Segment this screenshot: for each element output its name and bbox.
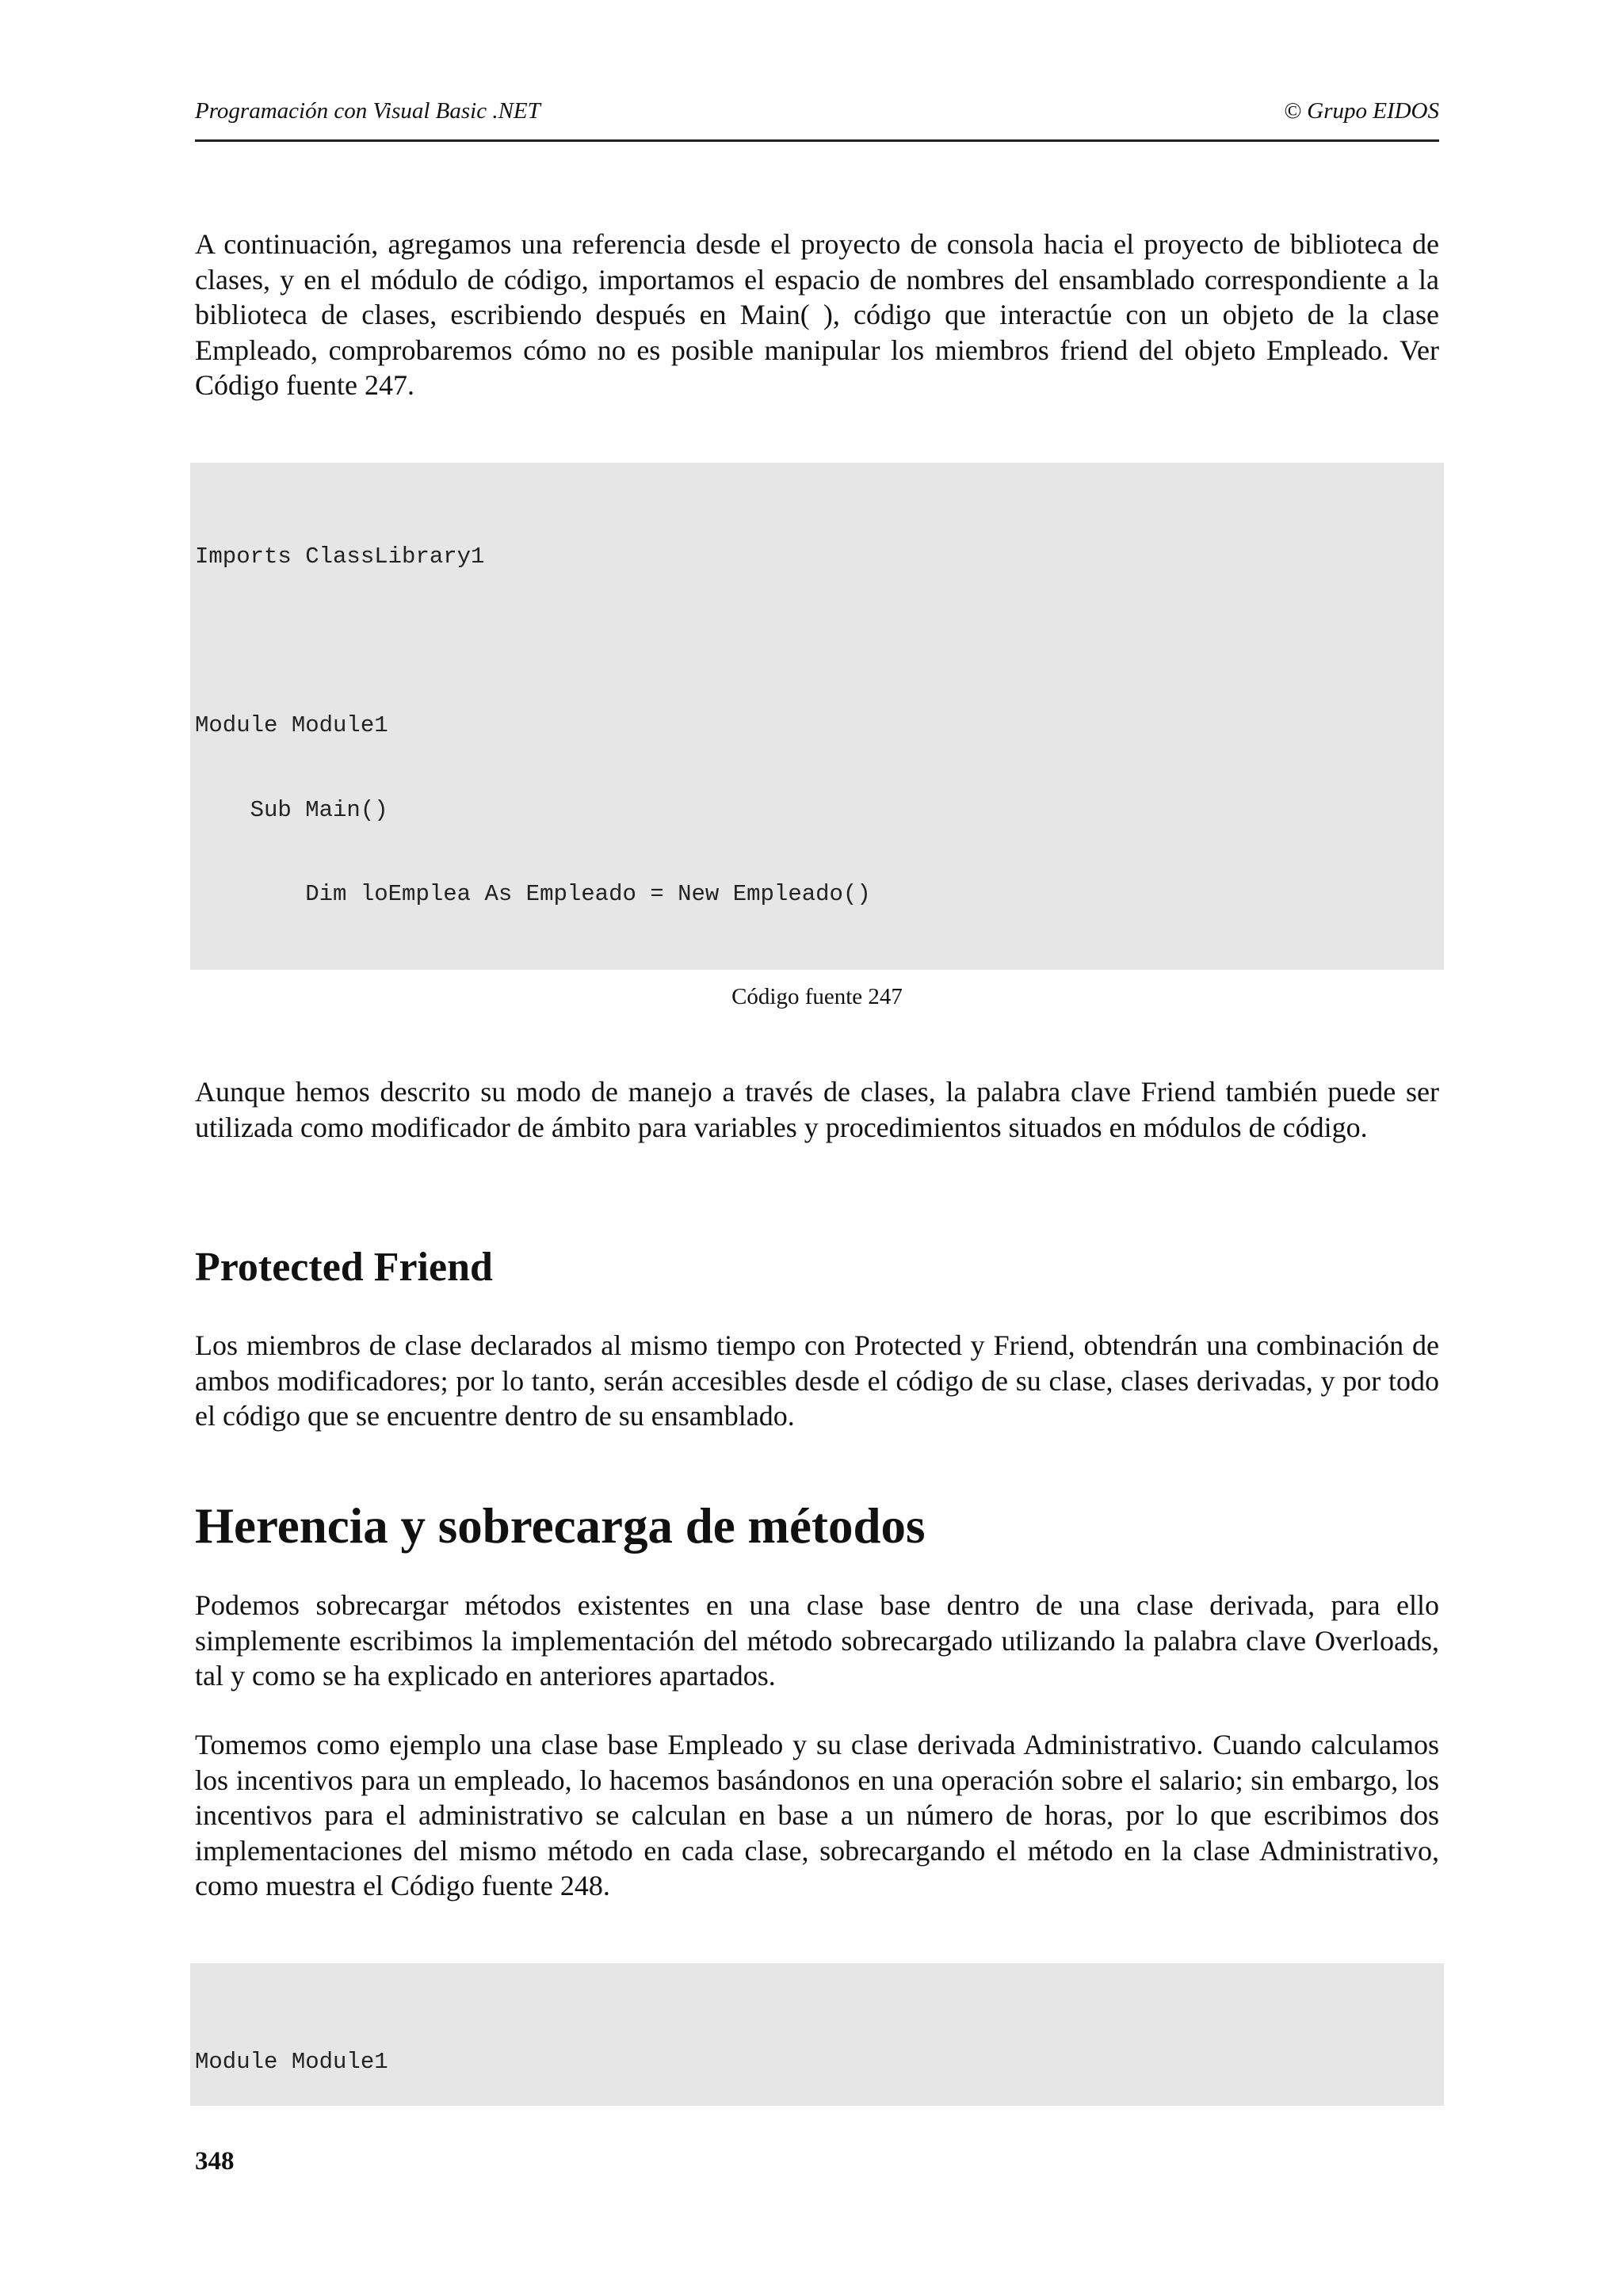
code-line: Imports ClassLibrary1	[195, 543, 485, 570]
header-book-title: Programación con Visual Basic .NET	[195, 98, 540, 124]
code-line: Module Module1	[195, 2049, 388, 2075]
paragraph-sobrecarga: Podemos sobrecargar métodos existentes en una clase base dentro de una clase derivada, para ello simplemente escribimos la implementación del método sobrecargado utilizando la palabra clave Overloads, tal y como se ha explicado en anteriores apartados.	[195, 1589, 1439, 1691]
code-line: Dim loEmplea As Empleado = New Empleado()	[195, 881, 871, 907]
code-block-247	[190, 463, 1444, 970]
code-block-248	[190, 1963, 1444, 2106]
heading-protected-friend: Protected Friend	[195, 1245, 493, 1290]
paragraph-friend-modules: Aunque hemos descrito su modo de manejo a través de clases, la palabra clave Friend también puede ser utilizada como modificador de ámbito para variables y procedimientos situados en módulos de código.	[195, 1076, 1439, 1143]
header-publisher: © Grupo EIDOS	[1283, 98, 1439, 124]
paragraph-protected-friend: Los miembros de clase declarados al mismo tiempo con Protected y Friend, obtendrán una combinación de ambos modificadores; por lo tanto, serán accesibles desde el código de su clase, clases derivadas, y por todo el código que se encuentre dentro de su ensamblado.	[195, 1329, 1439, 1432]
running-header	[195, 95, 1439, 142]
code-line: Module Module1	[195, 712, 388, 738]
page-number: 348	[195, 2147, 235, 2176]
code-line	[195, 965, 1444, 971]
code-line	[195, 627, 1444, 656]
code-caption-247: Código fuente 247	[731, 984, 903, 1009]
code-line: Sub Main()	[195, 796, 388, 823]
paragraph-intro: A continuación, agregamos una referencia desde el proyecto de consola hacia el proyecto de biblioteca de clases, y en el módulo de código, importamos el espacio de nombres del ensamblado correspondiente a la biblioteca de clases, escribiendo después en Main( ), código que interactúe con un objeto de la clase Empleado, comprobaremos cómo no es posible manipular los miembros friend del objeto Empleado. Ver Código fuente 247.	[195, 228, 1439, 401]
heading-herencia-sobrecarga: Herencia y sobrecarga de métodos	[195, 1498, 926, 1554]
paragraph-ejemplo: Tomemos como ejemplo una clase base Empleado y su clase derivada Administrativo. Cuando calculamos los incentivos para un empleado, lo hacemos basándonos en una operación sobre el salario; sin embargo, los incentivos para el administrativo se calculan en base a un número de horas, por lo que escribimos dos implementaciones del mismo método en cada clase, sobrecargando el método en la clase Administrativo, como muestra el Código fuente 248.	[195, 1729, 1439, 1901]
